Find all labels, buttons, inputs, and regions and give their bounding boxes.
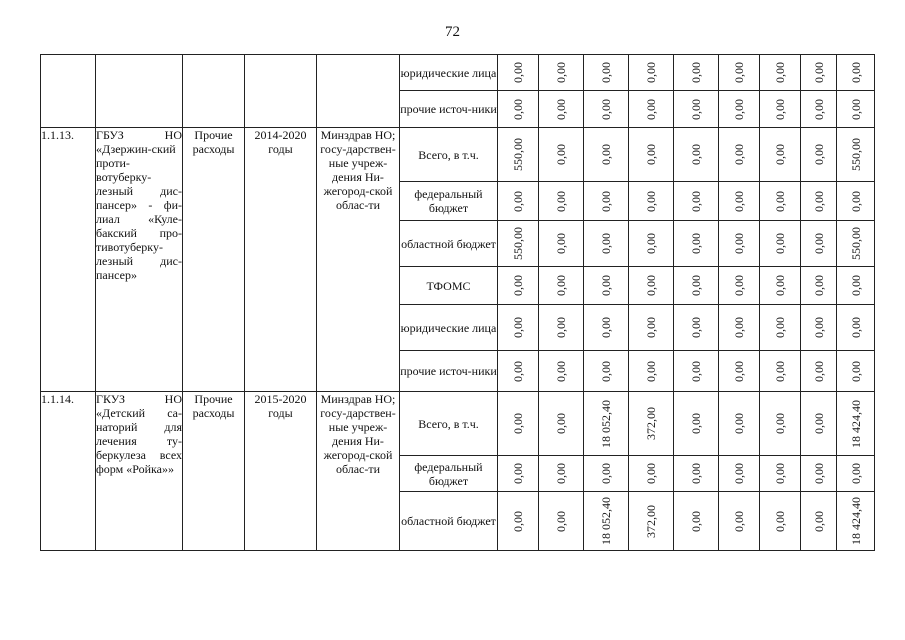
page-number: 72 — [445, 24, 460, 40]
executor: Минздрав НО; госу-дарствен-ные учреж-дения Ни-жегород-ской облас-ти — [317, 392, 400, 551]
value-cell — [837, 91, 875, 128]
value: 0,00 — [732, 275, 746, 296]
value: 0,00 — [848, 190, 863, 212]
value-cell — [539, 267, 584, 305]
funding-source: юридические лица — [400, 55, 498, 91]
value: 550,00 — [511, 227, 525, 260]
value: 0,00 — [732, 413, 746, 434]
value-cell — [801, 492, 837, 551]
value-cell — [719, 392, 760, 456]
period: 2014-2020 годы — [245, 128, 317, 392]
value-cell — [801, 55, 837, 91]
value: 0,00 — [689, 144, 703, 165]
value-cell — [629, 55, 674, 91]
value-cell — [584, 55, 629, 91]
value: 550,00 — [511, 138, 525, 171]
value: 0,00 — [848, 463, 863, 484]
value-cell — [760, 305, 801, 351]
value: 0,00 — [811, 233, 826, 254]
value: 0,00 — [599, 190, 613, 212]
value-cell — [801, 267, 837, 305]
value: 0,00 — [644, 275, 658, 296]
value-cell — [801, 128, 837, 182]
value-cell — [719, 221, 760, 267]
value: 0,00 — [554, 98, 568, 120]
value-cell — [674, 182, 719, 221]
value: 0,00 — [811, 98, 826, 120]
value: 0,00 — [644, 190, 658, 212]
value-cell — [498, 456, 539, 492]
value: 0,00 — [689, 190, 703, 212]
value-cell — [719, 305, 760, 351]
value-cell — [584, 392, 629, 456]
value: 18 424,40 — [848, 497, 863, 545]
value-cell — [629, 492, 674, 551]
value-cell — [719, 267, 760, 305]
value-cell — [837, 182, 875, 221]
value: 0,00 — [599, 463, 613, 484]
value: 0,00 — [732, 317, 746, 338]
value: 0,00 — [689, 317, 703, 338]
value-cell — [801, 221, 837, 267]
value: 0,00 — [689, 463, 703, 484]
value: 0,00 — [689, 360, 703, 382]
value-cell — [801, 351, 837, 392]
value-cell — [837, 305, 875, 351]
value-cell — [760, 392, 801, 456]
value-cell — [498, 305, 539, 351]
value-cell — [801, 91, 837, 128]
value: 0,00 — [848, 62, 863, 83]
value: 0,00 — [689, 510, 703, 532]
value: 0,00 — [811, 510, 826, 532]
value: 0,00 — [554, 233, 568, 254]
institution-name: ГБУЗ НО «Дзержин-ский проти-вотуберку-лезный дис-пансер» - фи-лиал «Куле-бакский про-тивотуберку-лезный дис-пансер» — [96, 128, 183, 392]
period: 2015-2020 годы — [245, 392, 317, 551]
value: 0,00 — [644, 463, 658, 484]
value-cell — [674, 305, 719, 351]
funding-source: областной бюджет — [400, 221, 498, 267]
value: 0,00 — [848, 360, 863, 382]
value: 0,00 — [689, 275, 703, 296]
value: 0,00 — [554, 62, 568, 83]
value-cell — [837, 392, 875, 456]
value: 0,00 — [554, 190, 568, 212]
value: 0,00 — [732, 510, 746, 532]
value-cell — [539, 456, 584, 492]
value-cell — [674, 351, 719, 392]
value-cell — [801, 392, 837, 456]
value: 0,00 — [732, 233, 746, 254]
value-cell — [539, 305, 584, 351]
value-cell — [760, 492, 801, 551]
value: 0,00 — [554, 317, 568, 338]
value: 0,00 — [811, 144, 826, 165]
value: 0,00 — [773, 317, 787, 338]
value: 0,00 — [511, 275, 525, 296]
value: 0,00 — [732, 360, 746, 382]
value-cell — [629, 456, 674, 492]
table-body — [41, 55, 875, 551]
value: 0,00 — [848, 317, 863, 338]
value-cell — [584, 305, 629, 351]
value-cell — [629, 182, 674, 221]
value-cell — [719, 182, 760, 221]
value: 0,00 — [811, 317, 826, 338]
value-cell — [719, 351, 760, 392]
value-cell — [674, 456, 719, 492]
value: 0,00 — [689, 233, 703, 254]
value-cell — [760, 128, 801, 182]
expense-type: Прочие расходы — [183, 128, 245, 392]
value-cell — [760, 456, 801, 492]
value-cell — [584, 351, 629, 392]
value: 0,00 — [644, 317, 658, 338]
funding-source: федеральный бюджет — [400, 456, 498, 492]
value-cell — [760, 182, 801, 221]
value-cell — [498, 351, 539, 392]
value-cell — [584, 91, 629, 128]
value: 0,00 — [773, 413, 787, 434]
value-cell — [837, 267, 875, 305]
value-cell — [539, 392, 584, 456]
value-cell — [629, 351, 674, 392]
value-cell — [837, 456, 875, 492]
value: 0,00 — [773, 62, 787, 83]
value-cell — [539, 492, 584, 551]
value: 0,00 — [773, 144, 787, 165]
value-cell — [760, 351, 801, 392]
value: 0,00 — [511, 317, 525, 338]
value-cell — [498, 55, 539, 91]
value-cell — [584, 182, 629, 221]
value: 0,00 — [554, 510, 568, 532]
value: 0,00 — [773, 233, 787, 254]
value: 0,00 — [644, 144, 658, 165]
value: 0,00 — [732, 463, 746, 484]
value-cell — [629, 305, 674, 351]
value: 0,00 — [599, 233, 613, 254]
value-cell — [719, 128, 760, 182]
funding-source: Всего, в т.ч. — [400, 392, 498, 456]
value: 0,00 — [848, 275, 863, 296]
value: 0,00 — [773, 98, 787, 120]
value-cell — [498, 182, 539, 221]
value: 0,00 — [599, 317, 613, 338]
value: 0,00 — [511, 413, 525, 434]
value-cell — [801, 182, 837, 221]
value-cell — [539, 351, 584, 392]
value: 0,00 — [848, 98, 863, 120]
value-cell — [674, 91, 719, 128]
value: 0,00 — [511, 190, 525, 212]
value: 0,00 — [732, 98, 746, 120]
value: 0,00 — [689, 413, 703, 434]
value: 0,00 — [511, 62, 525, 83]
table-row — [41, 392, 875, 456]
value: 18 052,40 — [599, 399, 613, 448]
value: 0,00 — [644, 98, 658, 120]
value-cell — [629, 91, 674, 128]
number-cell-empty — [41, 55, 96, 128]
value: 0,00 — [599, 144, 613, 165]
value-cell — [837, 492, 875, 551]
value: 0,00 — [554, 413, 568, 434]
value-cell — [719, 55, 760, 91]
value: 0,00 — [773, 463, 787, 484]
value: 18 424,40 — [848, 399, 863, 448]
value: 0,00 — [554, 275, 568, 296]
value: 0,00 — [689, 98, 703, 120]
value-cell — [498, 492, 539, 551]
entry-number: 1.1.13. — [41, 128, 96, 392]
value: 0,00 — [599, 275, 613, 296]
value: 0,00 — [732, 190, 746, 212]
value-cell — [539, 55, 584, 91]
expense-type: Прочие расходы — [183, 392, 245, 551]
value: 0,00 — [811, 62, 826, 83]
funding-source: юридические лица — [400, 305, 498, 351]
value-cell — [498, 392, 539, 456]
value: 372,00 — [644, 407, 658, 440]
table-row — [41, 128, 875, 182]
funding-source: Всего, в т.ч. — [400, 128, 498, 182]
value: 0,00 — [811, 275, 826, 296]
value-cell — [584, 267, 629, 305]
value-cell — [837, 55, 875, 91]
value-cell — [674, 392, 719, 456]
value: 0,00 — [773, 190, 787, 212]
value-cell — [719, 456, 760, 492]
value: 0,00 — [511, 360, 525, 382]
value: 0,00 — [811, 413, 826, 434]
value-cell — [760, 267, 801, 305]
value-cell — [674, 221, 719, 267]
value: 0,00 — [689, 62, 703, 83]
value-cell — [837, 221, 875, 267]
value: 0,00 — [644, 233, 658, 254]
value-cell — [760, 91, 801, 128]
value: 0,00 — [554, 144, 568, 165]
funding-source: областной бюджет — [400, 492, 498, 551]
value: 0,00 — [773, 360, 787, 382]
financing-table — [40, 54, 875, 551]
value-cell — [539, 91, 584, 128]
funding-source: прочие источ-ники — [400, 91, 498, 128]
value-cell — [801, 305, 837, 351]
value-cell — [674, 128, 719, 182]
value-cell — [837, 128, 875, 182]
funding-source: федеральный бюджет — [400, 182, 498, 221]
value: 0,00 — [511, 463, 525, 484]
value-cell — [719, 91, 760, 128]
value: 0,00 — [773, 510, 787, 532]
value: 0,00 — [732, 144, 746, 165]
table-row — [41, 55, 875, 91]
executor: Минздрав НО; госу-дарствен-ные учреж-дения Ни-жегород-ской облас-ти — [317, 128, 400, 392]
value: 0,00 — [554, 360, 568, 382]
value-cell — [498, 267, 539, 305]
value-cell — [674, 267, 719, 305]
value-cell — [498, 91, 539, 128]
value: 0,00 — [811, 190, 826, 212]
value: 0,00 — [644, 62, 658, 83]
value: 0,00 — [599, 62, 613, 83]
value-cell — [539, 182, 584, 221]
funding-source: ТФОМС — [400, 267, 498, 305]
value: 0,00 — [511, 510, 525, 532]
value: 0,00 — [732, 62, 746, 83]
value: 0,00 — [773, 275, 787, 296]
value: 0,00 — [599, 98, 613, 120]
value-cell — [584, 128, 629, 182]
value: 0,00 — [511, 98, 525, 120]
value-cell — [629, 392, 674, 456]
funding-source: прочие источ-ники — [400, 351, 498, 392]
value-cell — [674, 55, 719, 91]
value-cell — [584, 221, 629, 267]
expense-type-cell-empty — [183, 55, 245, 128]
value: 18 052,40 — [599, 497, 613, 545]
value: 0,00 — [644, 360, 658, 382]
value-cell — [584, 456, 629, 492]
name-cell-empty — [96, 55, 183, 128]
value: 0,00 — [811, 463, 826, 484]
period-cell-empty — [245, 55, 317, 128]
value-cell — [760, 221, 801, 267]
value-cell — [837, 351, 875, 392]
value-cell — [629, 128, 674, 182]
value: 0,00 — [811, 360, 826, 382]
value-cell — [539, 221, 584, 267]
value-cell — [719, 492, 760, 551]
value-cell — [801, 456, 837, 492]
value: 372,00 — [644, 504, 658, 538]
value-cell — [498, 128, 539, 182]
value-cell — [498, 221, 539, 267]
value-cell — [674, 492, 719, 551]
value: 0,00 — [554, 463, 568, 484]
value: 550,00 — [848, 138, 863, 171]
value: 550,00 — [848, 227, 863, 260]
value: 0,00 — [599, 360, 613, 382]
value-cell — [760, 55, 801, 91]
value-cell — [629, 267, 674, 305]
entry-number: 1.1.14. — [41, 392, 96, 551]
value-cell — [539, 128, 584, 182]
executor-cell-empty — [317, 55, 400, 128]
institution-name: ГКУЗ НО «Детский са-наторий для лечения ту-беркулеза всех форм «Ройка»» — [96, 392, 183, 551]
value-cell — [584, 492, 629, 551]
value-cell — [629, 221, 674, 267]
